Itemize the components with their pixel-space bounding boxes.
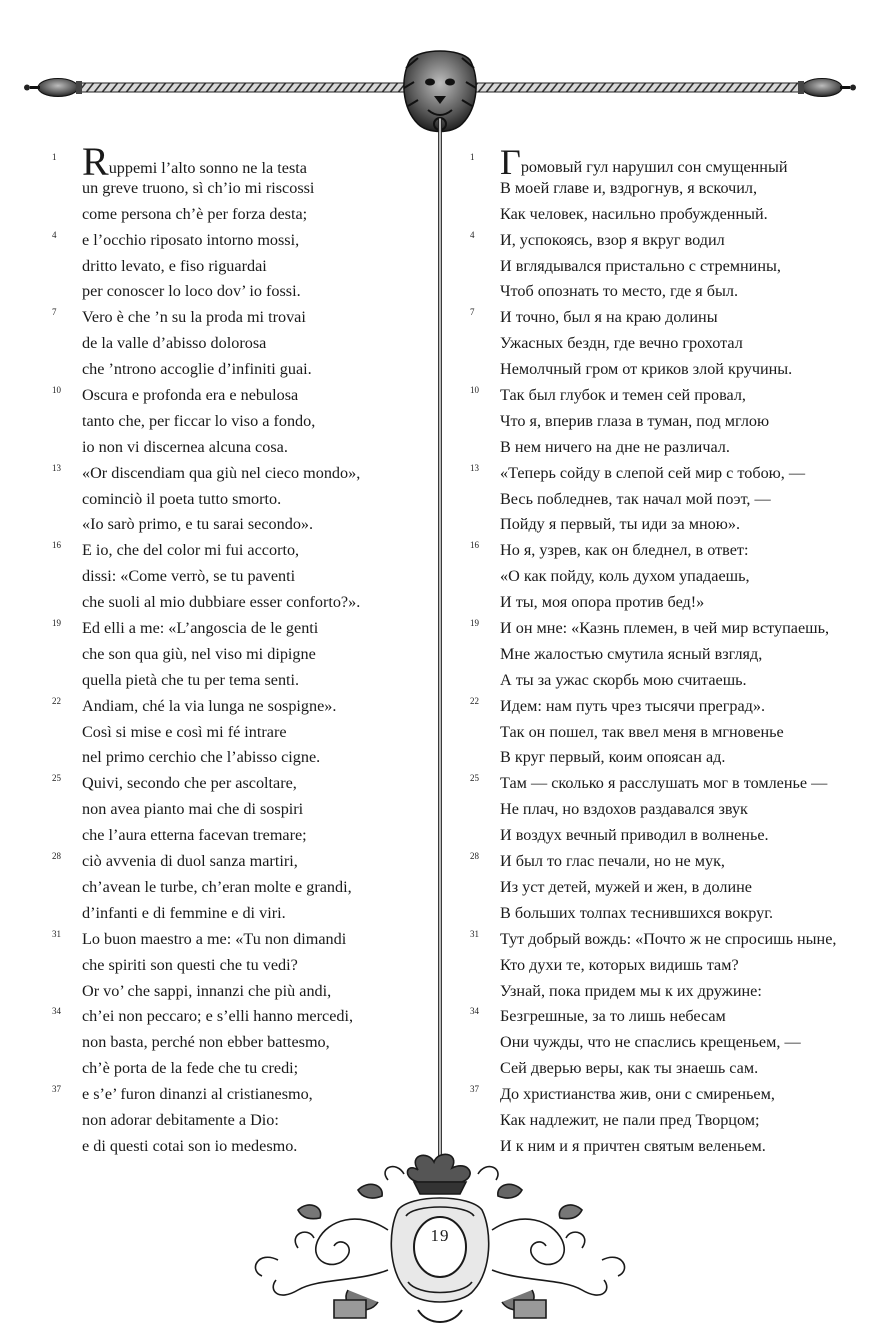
russian-text-column [470, 142, 865, 1160]
verse-line: Così si mise e così mi fé intrare [82, 722, 287, 741]
verse-number: 1 [52, 152, 57, 162]
verse-line: Как надлежит, не пали пред Творцом; [500, 1110, 760, 1129]
stanza [52, 616, 422, 694]
verse-line: e s’e’ furon dinanzi al cristianesmo, [82, 1085, 313, 1104]
verse-line: «Or discendiam qua giù nel cieco mondo», [82, 463, 361, 482]
verse-line: Мне жалостью смутила ясный взгляд, [500, 644, 763, 663]
verse-number: 28 [52, 851, 61, 862]
verse-line: ch’avean le turbe, ch’eran molte e grandi, [82, 877, 352, 896]
verse-line: non avea pianto mai che di sospiri [82, 800, 304, 819]
verse-number: 31 [52, 928, 61, 939]
verse-number: 13 [52, 462, 61, 473]
verse-number: 37 [52, 1084, 61, 1095]
verse-line: tanto che, per ficcar lo viso a fondo, [82, 411, 316, 430]
verse-line: cominciò il poeta tutto smorto. [82, 489, 282, 508]
verse-line: che ’ntrono accoglie d’infiniti guai. [82, 360, 312, 379]
verse-line: Безгрешные, за то лишь небесам [500, 1007, 726, 1026]
drop-cap: Г [500, 142, 521, 182]
stanza [470, 694, 865, 772]
verse-line: «Теперь сойду в слепой сей мир с тобою, — [500, 463, 806, 482]
verse-line: dissi: «Come verrò, se tu paventi [82, 567, 296, 586]
verse-line: В моей главе и, вздрогнув, я вскочил, [500, 178, 758, 197]
verse-line: nel primo cerchio che l’abisso cigne. [82, 748, 321, 767]
verse-line: che l’aura etterna facevan tremare; [82, 826, 307, 845]
verse-line: de la valle d’abisso dolorosa [82, 334, 267, 353]
verse-line: che son qua giù, nel viso mi dipigne [82, 644, 316, 663]
verse-line: come persona ch’è per forza desta; [82, 204, 308, 223]
verse-number: 25 [52, 773, 61, 784]
stanza [52, 461, 422, 539]
verse-line: non basta, perché non ebber battesmo, [82, 1033, 330, 1052]
verse-line: Vero è che ’n su la proda mi trovai [82, 308, 306, 327]
verse-line: И вглядывался пристально с стремнины, [500, 256, 781, 275]
verse-line: ch’è porta de la fede che tu credi; [82, 1059, 299, 1078]
stanza [52, 771, 422, 849]
verse-line: И к ним и я причтен святым веленьем. [500, 1136, 766, 1155]
verse-line: Пойду я первый, ты иди за мною». [500, 515, 740, 534]
verse-number: 34 [52, 1006, 61, 1017]
verse-line: ciò avvenia di duol sanza martiri, [82, 852, 298, 871]
verse-line: И воздух вечный приводил в волненье. [500, 826, 769, 845]
stanza [470, 383, 865, 461]
verse-line: И, успокоясь, взор я вкруг водил [500, 230, 725, 249]
verse-line: «О как пойду, коль духом упадаешь, [500, 567, 750, 586]
verse-line-rest: uppemi l’alto sonno ne la testa [108, 159, 307, 177]
verse-number: 22 [470, 695, 479, 706]
verse-number: 1 [470, 152, 475, 162]
verse-line: che spiriti son questi che tu vedi? [82, 955, 298, 974]
stanza [470, 771, 865, 849]
verse-line: Or vo’ che sappi, innanzi che più andi, [82, 981, 332, 1000]
verse-line: И ты, моя опора против бед!» [500, 593, 705, 612]
verse-line: Не плач, но вздохов раздавался звук [500, 800, 748, 819]
verse-number: 25 [470, 773, 479, 784]
verse-line: quella pietà che tu per tema senti. [82, 670, 300, 689]
verse-line: В круг первый, коим опоясан ад. [500, 748, 726, 767]
verse-line: io non vi discernea alcuna cosa. [82, 437, 288, 456]
verse-line: Ed elli a me: «L’angoscia de le genti [82, 619, 319, 638]
stanza [470, 461, 865, 539]
verse-line: e l’occhio riposato intorno mossi, [82, 230, 300, 249]
verse-line: E io, che del color mi fui accorto, [82, 541, 300, 560]
verse-line: Тут добрый вождь: «Почто ж не спросишь ныне, [500, 929, 837, 948]
verse-number: 31 [470, 928, 479, 939]
verse-line: Quivi, secondo che per ascoltare, [82, 774, 297, 793]
verse-line: Идем: нам путь чрез тысячи преград». [500, 696, 766, 715]
verse-number: 7 [470, 307, 475, 318]
stanza [52, 1004, 422, 1082]
verse-line: che suoli al mio dubbiare esser conforto?». [82, 593, 361, 612]
verse-line: И он мне: «Казнь племен, в чей мир вступаешь, [500, 619, 830, 638]
verse-line: Lo buon maestro a me: «Tu non dimandi [82, 929, 347, 948]
verse-line: Как человек, насильно пробужденный. [500, 204, 768, 223]
verse-line: А ты за ужас скорбь мою считаешь. [500, 670, 747, 689]
verse-line: Из уст детей, мужей и жен, в долине [500, 877, 752, 896]
stanza [470, 616, 865, 694]
stanza [52, 849, 422, 927]
stanza [470, 1082, 865, 1160]
verse-line: per conoscer lo loco dov’ io fossi. [82, 282, 301, 301]
verse-line: Чтоб опознать то место, где я был. [500, 282, 739, 301]
verse-number: 10 [470, 385, 479, 396]
verse-line: «Io sarò primo, e tu sarai secondo». [82, 515, 314, 534]
verse-number: 10 [52, 385, 61, 396]
verse-line: Но я, узрев, как он бледнел, в ответ: [500, 541, 749, 560]
verse-line: Что я, вперив глаза в туман, под мглою [500, 411, 770, 430]
stanza [470, 849, 865, 927]
verse-line: Они чужды, что не спаслись крещеньем, — [500, 1033, 801, 1052]
verse-line: e di questi cotai son io medesmo. [82, 1136, 298, 1155]
verse-number: 16 [52, 540, 61, 551]
verse-line: В больших толпах теснившихся вокруг. [500, 903, 774, 922]
verse-line: Так был глубок и темен сей провал, [500, 386, 746, 405]
verse-line: Весь побледнев, так начал мой поэт, — [500, 489, 771, 508]
verse-number: 19 [470, 618, 479, 629]
stanza [470, 142, 865, 228]
verse-number: 19 [52, 618, 61, 629]
verse-line: Там — сколько я расслушать мог в томленье — [500, 774, 828, 793]
column-divider-rod [438, 118, 442, 1160]
verse-number: 13 [470, 462, 479, 473]
verse-number: 34 [470, 1006, 479, 1017]
verse-line: non adorar debitamente a Dio: [82, 1110, 279, 1129]
verse-line [470, 142, 865, 182]
verse-number: 4 [52, 229, 57, 240]
italian-text-column [52, 139, 422, 1160]
verse-number: 4 [470, 229, 475, 240]
stanza [52, 927, 422, 1005]
verse-number: 37 [470, 1084, 479, 1095]
verse-line: Немолчный гром от криков злой кручины. [500, 360, 793, 379]
stanza [470, 927, 865, 1005]
verse-number: 7 [52, 307, 57, 318]
verse-line [52, 139, 422, 184]
verse-line: В нем ничего на дне не различал. [500, 437, 730, 456]
stanza [52, 139, 422, 228]
verse-line: un greve truono, sì ch’io mi riscossi [82, 178, 315, 197]
verse-line: ch’ei non peccaro; e s’elli hanno mercedi, [82, 1007, 354, 1026]
verse-line: Узнай, пока придем мы к их дружине: [500, 981, 762, 1000]
verse-line: dritto levato, e fiso riguardai [82, 256, 267, 275]
verse-line: Сей дверью веры, как ты знаешь сам. [500, 1059, 759, 1078]
verse-line: Так он пошел, так ввел меня в мгновенье [500, 722, 784, 741]
verse-line: До христианства жив, они с смиреньем, [500, 1085, 775, 1104]
stanza [52, 228, 422, 306]
verse-line: Oscura e profonda era e nebulosa [82, 386, 299, 405]
drop-cap: R [82, 139, 109, 184]
verse-number: 22 [52, 695, 61, 706]
stanza [470, 1004, 865, 1082]
verse-line: Кто духи те, которых видишь там? [500, 955, 739, 974]
verse-line: И был то глас печали, но не мук, [500, 852, 725, 871]
verse-line: Andiam, ché la via lunga ne sospigne». [82, 696, 337, 715]
verse-number: 16 [470, 540, 479, 551]
verse-line-rest: ромовый гул нарушил сон смущенный [520, 158, 788, 176]
stanza [470, 228, 865, 306]
stanza [52, 1082, 422, 1160]
verse-line: И точно, был я на краю долины [500, 308, 718, 327]
stanza [52, 305, 422, 383]
stanza [52, 694, 422, 772]
stanza [470, 305, 865, 383]
page-number: 19 [430, 1226, 450, 1245]
stanza [52, 383, 422, 461]
stanza [52, 538, 422, 616]
verse-line: d’infanti e di femmine e di viri. [82, 903, 286, 922]
verse-line: Ужасных бездн, где вечно грохотал [500, 334, 743, 353]
stanza [470, 538, 865, 616]
verse-number: 28 [470, 851, 479, 862]
